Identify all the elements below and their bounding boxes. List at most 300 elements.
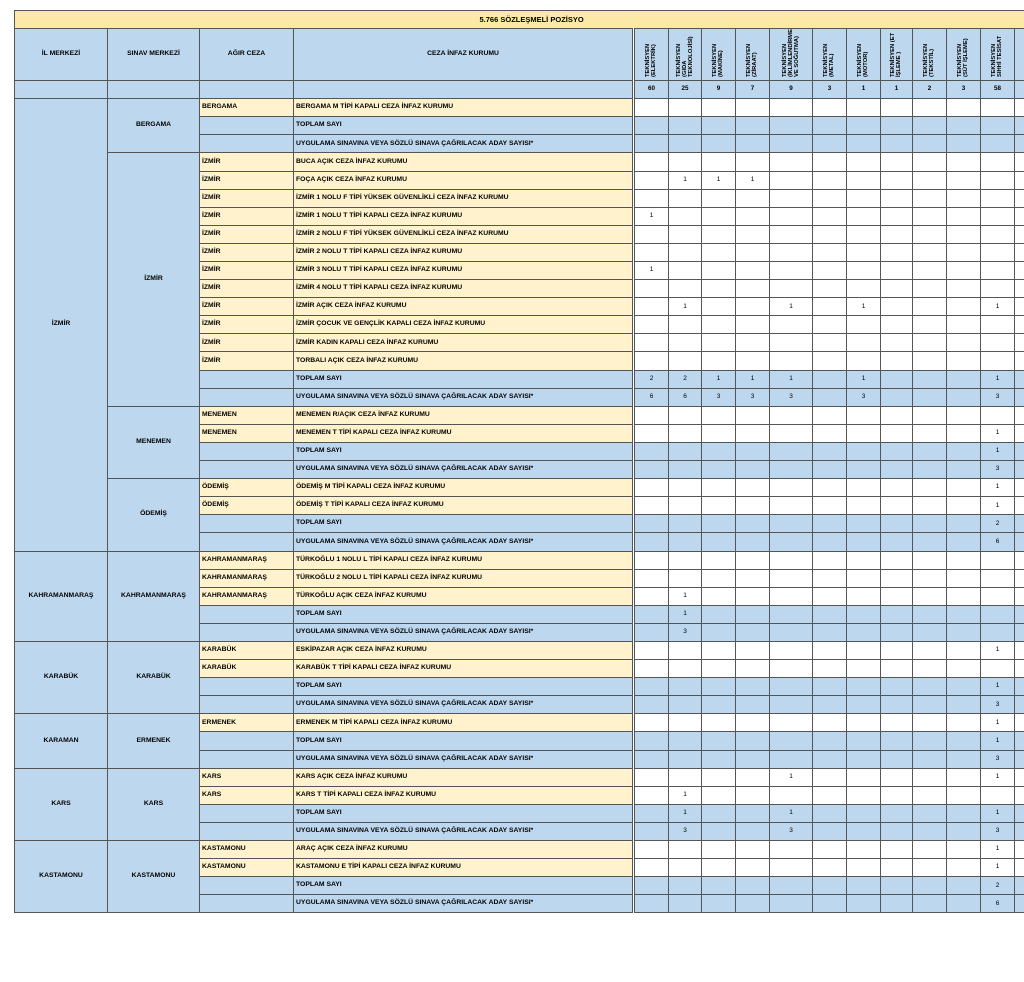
kurum-name-cell: İZMİR KADIN KAPALI CEZA İNFAZ KURUMU	[294, 334, 634, 352]
value-cell	[913, 388, 947, 406]
sinav-merkezi-cell: ÖDEMİŞ	[108, 479, 200, 551]
value-cell	[947, 768, 981, 786]
value-cell: 3	[702, 388, 736, 406]
value-cell	[947, 569, 981, 587]
cut-off-cell	[1015, 135, 1024, 153]
value-cell: 3	[770, 388, 813, 406]
il-merkezi-cell: İZMİR	[15, 99, 108, 551]
value-cell	[913, 352, 947, 370]
value-cell	[881, 334, 913, 352]
value-cell	[881, 406, 913, 424]
cut-off-cell	[1015, 153, 1024, 171]
value-cell	[813, 605, 847, 623]
row-label-cell: TOPLAM SAYI	[294, 877, 634, 895]
value-cell	[770, 895, 813, 913]
quota-cell: 1	[881, 81, 913, 99]
cut-off-cell	[1015, 207, 1024, 225]
value-cell	[634, 641, 669, 659]
value-cell	[813, 696, 847, 714]
value-cell	[634, 316, 669, 334]
kurum-name-cell: ÖDEMİŞ M TİPİ KAPALI CEZA İNFAZ KURUMU	[294, 479, 634, 497]
sinav-merkezi-cell: MENEMEN	[108, 406, 200, 478]
row-label-cell: TOPLAM SAYI	[294, 605, 634, 623]
value-cell: 6	[981, 895, 1015, 913]
value-cell	[813, 280, 847, 298]
cut-off-cell	[1015, 786, 1024, 804]
kurum-name-cell: FOÇA AÇIK CEZA İNFAZ KURUMU	[294, 171, 634, 189]
row-label-cell: UYGULAMA SINAVINA VEYA SÖZLÜ SINAVA ÇAĞRILACAK ADAY SAYISI*	[294, 461, 634, 479]
value-cell	[813, 406, 847, 424]
header-agir-ceza: AĞIR CEZA	[200, 29, 294, 81]
value-cell	[847, 623, 881, 641]
cut-off-cell	[1015, 660, 1024, 678]
value-cell	[913, 497, 947, 515]
value-cell	[847, 424, 881, 442]
value-cell: 1	[702, 370, 736, 388]
value-cell	[736, 768, 770, 786]
quota-cell: 25	[669, 81, 702, 99]
kurum-name-cell: ESKİPAZAR AÇIK CEZA İNFAZ KURUMU	[294, 641, 634, 659]
value-cell	[634, 442, 669, 460]
agir-ceza-cell	[200, 623, 294, 641]
value-cell	[947, 225, 981, 243]
value-cell	[947, 316, 981, 334]
value-cell	[813, 171, 847, 189]
value-cell	[736, 99, 770, 117]
value-cell	[669, 551, 702, 569]
agir-ceza-cell: İZMİR	[200, 171, 294, 189]
value-cell	[770, 207, 813, 225]
value-cell	[947, 388, 981, 406]
value-cell	[881, 153, 913, 171]
value-cell	[981, 189, 1015, 207]
value-cell	[813, 732, 847, 750]
value-cell	[634, 135, 669, 153]
value-cell	[847, 587, 881, 605]
value-cell	[634, 497, 669, 515]
cut-off-cell	[1015, 623, 1024, 641]
value-cell	[847, 442, 881, 460]
value-cell	[702, 841, 736, 859]
cut-off-cell	[1015, 243, 1024, 261]
value-cell	[736, 461, 770, 479]
value-cell	[913, 370, 947, 388]
value-cell	[634, 822, 669, 840]
value-cell	[881, 225, 913, 243]
value-cell: 6	[634, 388, 669, 406]
value-cell: 1	[981, 732, 1015, 750]
agir-ceza-cell: KAHRAMANMARAŞ	[200, 587, 294, 605]
value-cell	[881, 497, 913, 515]
value-cell	[913, 804, 947, 822]
kurum-name-cell: İZMİR ÇOCUK VE GENÇLİK KAPALI CEZA İNFAZ KURUMU	[294, 316, 634, 334]
value-cell	[847, 895, 881, 913]
sinav-merkezi-cell: KASTAMONU	[108, 841, 200, 913]
value-cell	[947, 732, 981, 750]
value-cell	[702, 243, 736, 261]
agir-ceza-cell	[200, 442, 294, 460]
value-cell: 1	[981, 370, 1015, 388]
value-cell	[913, 605, 947, 623]
cut-off-cell	[1015, 804, 1024, 822]
value-cell	[947, 822, 981, 840]
value-cell	[770, 424, 813, 442]
value-cell	[981, 225, 1015, 243]
value-cell: 1	[770, 370, 813, 388]
value-cell	[736, 515, 770, 533]
value-cell	[736, 406, 770, 424]
value-cell	[736, 551, 770, 569]
agir-ceza-cell: İZMİR	[200, 207, 294, 225]
value-cell	[981, 280, 1015, 298]
value-cell	[770, 515, 813, 533]
value-cell	[669, 533, 702, 551]
value-cell: 1	[981, 714, 1015, 732]
value-cell	[847, 678, 881, 696]
value-cell	[770, 623, 813, 641]
agir-ceza-cell	[200, 696, 294, 714]
value-cell	[813, 442, 847, 460]
row-label-cell: UYGULAMA SINAVINA VEYA SÖZLÜ SINAVA ÇAĞRILACAK ADAY SAYISI*	[294, 895, 634, 913]
value-cell	[669, 660, 702, 678]
value-cell: 1	[736, 370, 770, 388]
value-cell	[813, 461, 847, 479]
value-cell	[847, 207, 881, 225]
value-cell: 3	[736, 388, 770, 406]
kurum-name-cell: KARS T TİPİ KAPALI CEZA İNFAZ KURUMU	[294, 786, 634, 804]
value-cell	[634, 623, 669, 641]
institution-row	[15, 153, 1024, 171]
value-cell: 1	[770, 804, 813, 822]
value-cell	[847, 171, 881, 189]
value-cell	[913, 822, 947, 840]
value-cell	[736, 280, 770, 298]
value-cell	[702, 135, 736, 153]
value-cell	[736, 316, 770, 334]
value-cell	[736, 135, 770, 153]
value-cell: 1	[669, 587, 702, 605]
value-cell	[813, 533, 847, 551]
value-cell	[702, 316, 736, 334]
agir-ceza-cell: İZMİR	[200, 262, 294, 280]
value-cell	[634, 352, 669, 370]
value-cell	[702, 587, 736, 605]
value-cell	[813, 388, 847, 406]
value-cell	[770, 442, 813, 460]
value-cell	[981, 569, 1015, 587]
value-cell	[913, 841, 947, 859]
cut-off-cell	[1015, 569, 1024, 587]
value-cell	[669, 207, 702, 225]
value-cell	[634, 714, 669, 732]
cut-off-cell	[1015, 225, 1024, 243]
title-row	[15, 11, 1024, 29]
value-cell	[736, 117, 770, 135]
value-cell	[736, 243, 770, 261]
value-cell	[634, 696, 669, 714]
value-cell	[702, 262, 736, 280]
value-cell	[813, 877, 847, 895]
value-cell	[981, 207, 1015, 225]
value-cell	[881, 442, 913, 460]
value-cell	[813, 243, 847, 261]
value-cell	[736, 714, 770, 732]
value-cell	[770, 189, 813, 207]
value-cell	[702, 461, 736, 479]
value-cell	[702, 660, 736, 678]
value-cell	[634, 768, 669, 786]
value-cell	[770, 225, 813, 243]
cut-off-cell	[1015, 768, 1024, 786]
value-cell	[981, 352, 1015, 370]
value-cell	[770, 262, 813, 280]
value-cell	[813, 497, 847, 515]
value-cell	[770, 479, 813, 497]
value-cell	[634, 587, 669, 605]
agir-ceza-cell: KAHRAMANMARAŞ	[200, 551, 294, 569]
cut-off-cell	[1015, 117, 1024, 135]
value-cell	[947, 587, 981, 605]
value-cell	[881, 533, 913, 551]
value-cell: 3	[981, 461, 1015, 479]
value-cell	[770, 605, 813, 623]
value-cell	[913, 424, 947, 442]
header-position: TEKNİSYEN (MOTOR)	[847, 29, 881, 81]
value-cell	[770, 135, 813, 153]
value-cell	[847, 189, 881, 207]
value-cell: 1	[981, 859, 1015, 877]
row-label-cell: UYGULAMA SINAVINA VEYA SÖZLÜ SINAVA ÇAĞRILACAK ADAY SAYISI*	[294, 623, 634, 641]
value-cell	[881, 750, 913, 768]
value-cell	[847, 497, 881, 515]
cut-off-cell	[1015, 189, 1024, 207]
value-cell	[881, 99, 913, 117]
value-cell: 1	[981, 641, 1015, 659]
value-cell	[634, 117, 669, 135]
institution-row	[15, 479, 1024, 497]
kurum-name-cell: MENEMEN R/AÇIK CEZA İNFAZ KURUMU	[294, 406, 634, 424]
cut-off-cell	[1015, 461, 1024, 479]
value-cell	[770, 732, 813, 750]
header-position: TEKNİSYEN (TEKSTİL)	[913, 29, 947, 81]
value-cell	[847, 280, 881, 298]
header-position: TEKNİSYEN (ET İŞLEME )	[881, 29, 913, 81]
value-cell	[847, 406, 881, 424]
value-cell	[913, 750, 947, 768]
value-cell: 1	[770, 768, 813, 786]
positions-table	[14, 10, 1024, 913]
value-cell	[736, 750, 770, 768]
value-cell	[669, 153, 702, 171]
value-cell	[702, 153, 736, 171]
value-cell	[981, 587, 1015, 605]
value-cell	[881, 895, 913, 913]
il-merkezi-cell: KAHRAMANMARAŞ	[15, 551, 108, 641]
cut-off-cell	[1015, 424, 1024, 442]
value-cell: 1	[981, 442, 1015, 460]
value-cell	[947, 442, 981, 460]
value-cell	[947, 786, 981, 804]
header-position: TEKNİSYEN SIHHİ TESİSAT	[981, 29, 1015, 81]
value-cell	[702, 280, 736, 298]
value-cell	[702, 804, 736, 822]
value-cell: 1	[634, 207, 669, 225]
value-cell	[913, 678, 947, 696]
value-cell	[736, 895, 770, 913]
value-cell: 3	[669, 822, 702, 840]
value-cell	[669, 316, 702, 334]
value-cell	[702, 406, 736, 424]
cut-off-cell	[1015, 334, 1024, 352]
value-cell	[847, 750, 881, 768]
value-cell	[813, 334, 847, 352]
value-cell	[813, 352, 847, 370]
value-cell	[813, 99, 847, 117]
value-cell	[813, 678, 847, 696]
sinav-merkezi-cell: KAHRAMANMARAŞ	[108, 551, 200, 641]
value-cell	[981, 99, 1015, 117]
kurum-name-cell: İZMİR 3 NOLU T TİPİ KAPALI CEZA İNFAZ KURUMU	[294, 262, 634, 280]
value-cell: 1	[702, 171, 736, 189]
kurum-name-cell: İZMİR 4 NOLU T TİPİ KAPALI CEZA İNFAZ KURUMU	[294, 280, 634, 298]
table-title: 5.766 SÖZLEŞMELİ POZİSYO	[15, 11, 1024, 29]
value-cell	[847, 117, 881, 135]
value-cell	[813, 623, 847, 641]
value-cell: 1	[669, 171, 702, 189]
value-cell	[634, 786, 669, 804]
value-cell	[702, 859, 736, 877]
value-cell	[813, 587, 847, 605]
value-cell	[813, 822, 847, 840]
value-cell	[770, 714, 813, 732]
kurum-name-cell: TORBALI AÇIK CEZA İNFAZ KURUMU	[294, 352, 634, 370]
value-cell	[770, 587, 813, 605]
value-cell	[847, 859, 881, 877]
agir-ceza-cell: İZMİR	[200, 243, 294, 261]
value-cell	[947, 207, 981, 225]
institution-row	[15, 551, 1024, 569]
quota-cell: 2	[913, 81, 947, 99]
value-cell	[634, 479, 669, 497]
value-cell	[813, 424, 847, 442]
value-cell	[669, 479, 702, 497]
value-cell	[847, 551, 881, 569]
value-cell	[634, 841, 669, 859]
value-cell	[634, 895, 669, 913]
value-cell	[669, 569, 702, 587]
value-cell	[634, 461, 669, 479]
value-cell	[669, 678, 702, 696]
value-cell	[736, 605, 770, 623]
value-cell	[981, 117, 1015, 135]
value-cell	[813, 189, 847, 207]
agir-ceza-cell	[200, 895, 294, 913]
value-cell	[913, 99, 947, 117]
value-cell	[736, 153, 770, 171]
value-cell	[881, 569, 913, 587]
value-cell	[669, 117, 702, 135]
value-cell	[634, 859, 669, 877]
value-cell	[947, 551, 981, 569]
value-cell: 2	[981, 515, 1015, 533]
il-merkezi-cell: KARAMAN	[15, 714, 108, 768]
value-cell: 3	[847, 388, 881, 406]
value-cell	[947, 189, 981, 207]
value-cell	[881, 641, 913, 659]
agir-ceza-cell	[200, 388, 294, 406]
value-cell	[813, 641, 847, 659]
value-cell: 6	[981, 533, 1015, 551]
header-position: TEKNİSYEN (ZİRAAT)	[736, 29, 770, 81]
value-cell: 1	[736, 171, 770, 189]
value-cell	[947, 352, 981, 370]
value-cell	[736, 587, 770, 605]
value-cell	[947, 334, 981, 352]
value-cell: 2	[669, 370, 702, 388]
value-cell	[702, 895, 736, 913]
agir-ceza-cell: İZMİR	[200, 280, 294, 298]
institution-row	[15, 406, 1024, 424]
cut-off-cell	[1015, 479, 1024, 497]
value-cell: 2	[634, 370, 669, 388]
cut-off-cell	[1015, 171, 1024, 189]
cut-off-cell	[1015, 732, 1024, 750]
value-cell	[702, 298, 736, 316]
value-cell	[813, 895, 847, 913]
value-cell	[913, 660, 947, 678]
value-cell	[881, 732, 913, 750]
value-cell	[669, 442, 702, 460]
value-cell	[881, 461, 913, 479]
value-cell: 1	[634, 262, 669, 280]
agir-ceza-cell	[200, 877, 294, 895]
value-cell	[881, 370, 913, 388]
value-cell	[947, 370, 981, 388]
value-cell	[847, 822, 881, 840]
value-cell	[913, 587, 947, 605]
value-cell: 3	[981, 696, 1015, 714]
sinav-merkezi-cell: İZMİR	[108, 153, 200, 406]
row-label-cell: TOPLAM SAYI	[294, 732, 634, 750]
value-cell	[913, 189, 947, 207]
institution-row	[15, 714, 1024, 732]
value-cell	[981, 316, 1015, 334]
value-cell	[881, 207, 913, 225]
value-cell	[669, 768, 702, 786]
value-cell	[847, 877, 881, 895]
value-cell	[881, 551, 913, 569]
header-position: TEKNİSYEN (ELEKTRİK)	[634, 29, 669, 81]
quota-cell: 3	[813, 81, 847, 99]
agir-ceza-cell: KASTAMONU	[200, 859, 294, 877]
value-cell	[702, 352, 736, 370]
value-cell	[702, 605, 736, 623]
value-cell: 1	[981, 768, 1015, 786]
value-cell	[981, 623, 1015, 641]
value-cell	[669, 732, 702, 750]
value-cell	[634, 406, 669, 424]
value-cell	[913, 533, 947, 551]
kurum-name-cell: ERMENEK M TİPİ KAPALI CEZA İNFAZ KURUMU	[294, 714, 634, 732]
value-cell	[881, 877, 913, 895]
value-cell	[913, 623, 947, 641]
value-cell	[913, 243, 947, 261]
value-cell	[981, 153, 1015, 171]
value-cell	[634, 424, 669, 442]
value-cell: 1	[669, 605, 702, 623]
value-cell	[702, 768, 736, 786]
value-cell	[702, 99, 736, 117]
